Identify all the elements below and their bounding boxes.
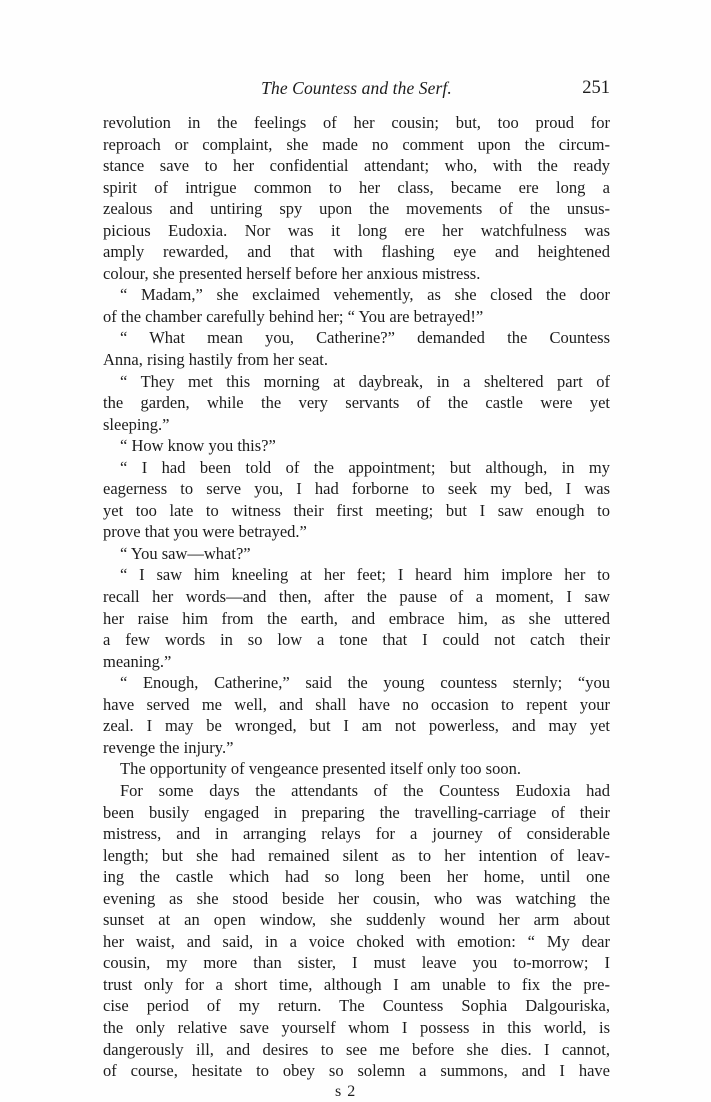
text-line: Anna, rising hastily from her seat. xyxy=(103,350,328,370)
body-text xyxy=(103,112,610,1082)
text-line: trust only for a short time, although I am unable to fix the pre- xyxy=(103,974,610,994)
text-line: meaning.” xyxy=(103,651,172,671)
text-line: colour, she presented herself before her anxious mistress. xyxy=(103,263,481,283)
text-line: “ I had been told of the appointment; but although, in my xyxy=(120,457,610,477)
running-title: The Countess and the Serf. xyxy=(261,78,452,98)
text-line: “ You saw—what?” xyxy=(120,543,251,563)
text-line: picious Eudoxia. Nor was it long ere her watchfulness was xyxy=(103,220,610,240)
text-line: zeal. I may be wronged, but I am not powerless, and may yet xyxy=(103,716,610,736)
book-page xyxy=(103,78,610,1102)
text-line: her raise him from the earth, and embrace him, as she uttered xyxy=(103,608,610,628)
text-line: of the chamber carefully behind her; “ You are betrayed!” xyxy=(103,306,484,326)
text-line: recall her words—and then, after the pause of a moment, I saw xyxy=(103,587,610,607)
signature-mark: s 2 xyxy=(335,1082,357,1100)
text-line: “ What mean you, Catherine?” demanded the Countess xyxy=(120,328,610,348)
text-line: For some days the attendants of the Countess Eudoxia had xyxy=(120,780,610,800)
text-line: sunset at an open window, she suddenly wound her arm about xyxy=(103,910,610,930)
text-line: mistress, and in arranging relays for a journey of considerable xyxy=(103,824,610,844)
text-line: the only relative save yourself whom I possess in this world, is xyxy=(103,1017,610,1037)
text-line: a few words in so low a tone that I could not catch their xyxy=(103,630,610,650)
text-line: cise period of my return. The Countess Sophia Dalgouriska, xyxy=(103,996,610,1016)
text-line: “ Madam,” she exclaimed vehemently, as she closed the door xyxy=(120,285,610,305)
text-line: zealous and untiring spy upon the movements of the unsus- xyxy=(103,199,610,219)
text-line: dangerously ill, and desires to see me before she dies. I cannot, xyxy=(103,1039,610,1059)
text-line: length; but she had remained silent as to her intention of leav- xyxy=(103,845,610,865)
text-line: The opportunity of vengeance presented itself only too soon. xyxy=(120,759,521,779)
text-line: evening as she stood beside her cousin, who was watching the xyxy=(103,888,610,908)
text-line: stance save to her confidential attendant; who, with the ready xyxy=(103,156,610,176)
text-line: revolution in the feelings of her cousin; but, too proud for xyxy=(103,113,610,132)
text-line: prove that you were betrayed.” xyxy=(103,522,307,542)
text-line: “ Enough, Catherine,” said the young countess sternly; “you xyxy=(120,673,610,693)
text-line: the garden, while the very servants of the castle were yet xyxy=(103,393,610,413)
text-line: spirit of intrigue common to her class, became ere long a xyxy=(103,177,610,197)
text-line: “ I saw him kneeling at her feet; I heard him implore her to xyxy=(120,565,610,585)
text-line: sleeping.” xyxy=(103,414,170,434)
running-head xyxy=(103,78,610,112)
text-line: of course, hesitate to obey so solemn a summons, and I have xyxy=(103,1061,610,1081)
text-line: been busily engaged in preparing the travelling-carriage of their xyxy=(103,802,610,822)
text-line: have served me well, and shall have no occasion to repent your xyxy=(103,694,610,714)
text-line: ing the castle which had so long been her home, until one xyxy=(103,867,610,887)
text-line: “ How know you this?” xyxy=(120,436,276,456)
text-line: amply rewarded, and that with flashing eye and heightened xyxy=(103,242,610,262)
page-number: 251 xyxy=(582,78,610,98)
text-line: revenge the injury.” xyxy=(103,737,234,757)
text-line: cousin, my more than sister, I must leave you to-morrow; I xyxy=(103,953,610,973)
text-line: eagerness to serve you, I had forborne to seek my bed, I was xyxy=(103,479,610,499)
text-line: her waist, and said, in a voice choked with emotion: “ My dear xyxy=(103,931,610,951)
text-line: yet too late to witness their first meeting; but I saw enough to xyxy=(103,500,610,520)
text-line: “ They met this morning at daybreak, in a sheltered part of xyxy=(120,371,610,391)
text-line: reproach or complaint, she made no comment upon the circum- xyxy=(103,134,610,154)
